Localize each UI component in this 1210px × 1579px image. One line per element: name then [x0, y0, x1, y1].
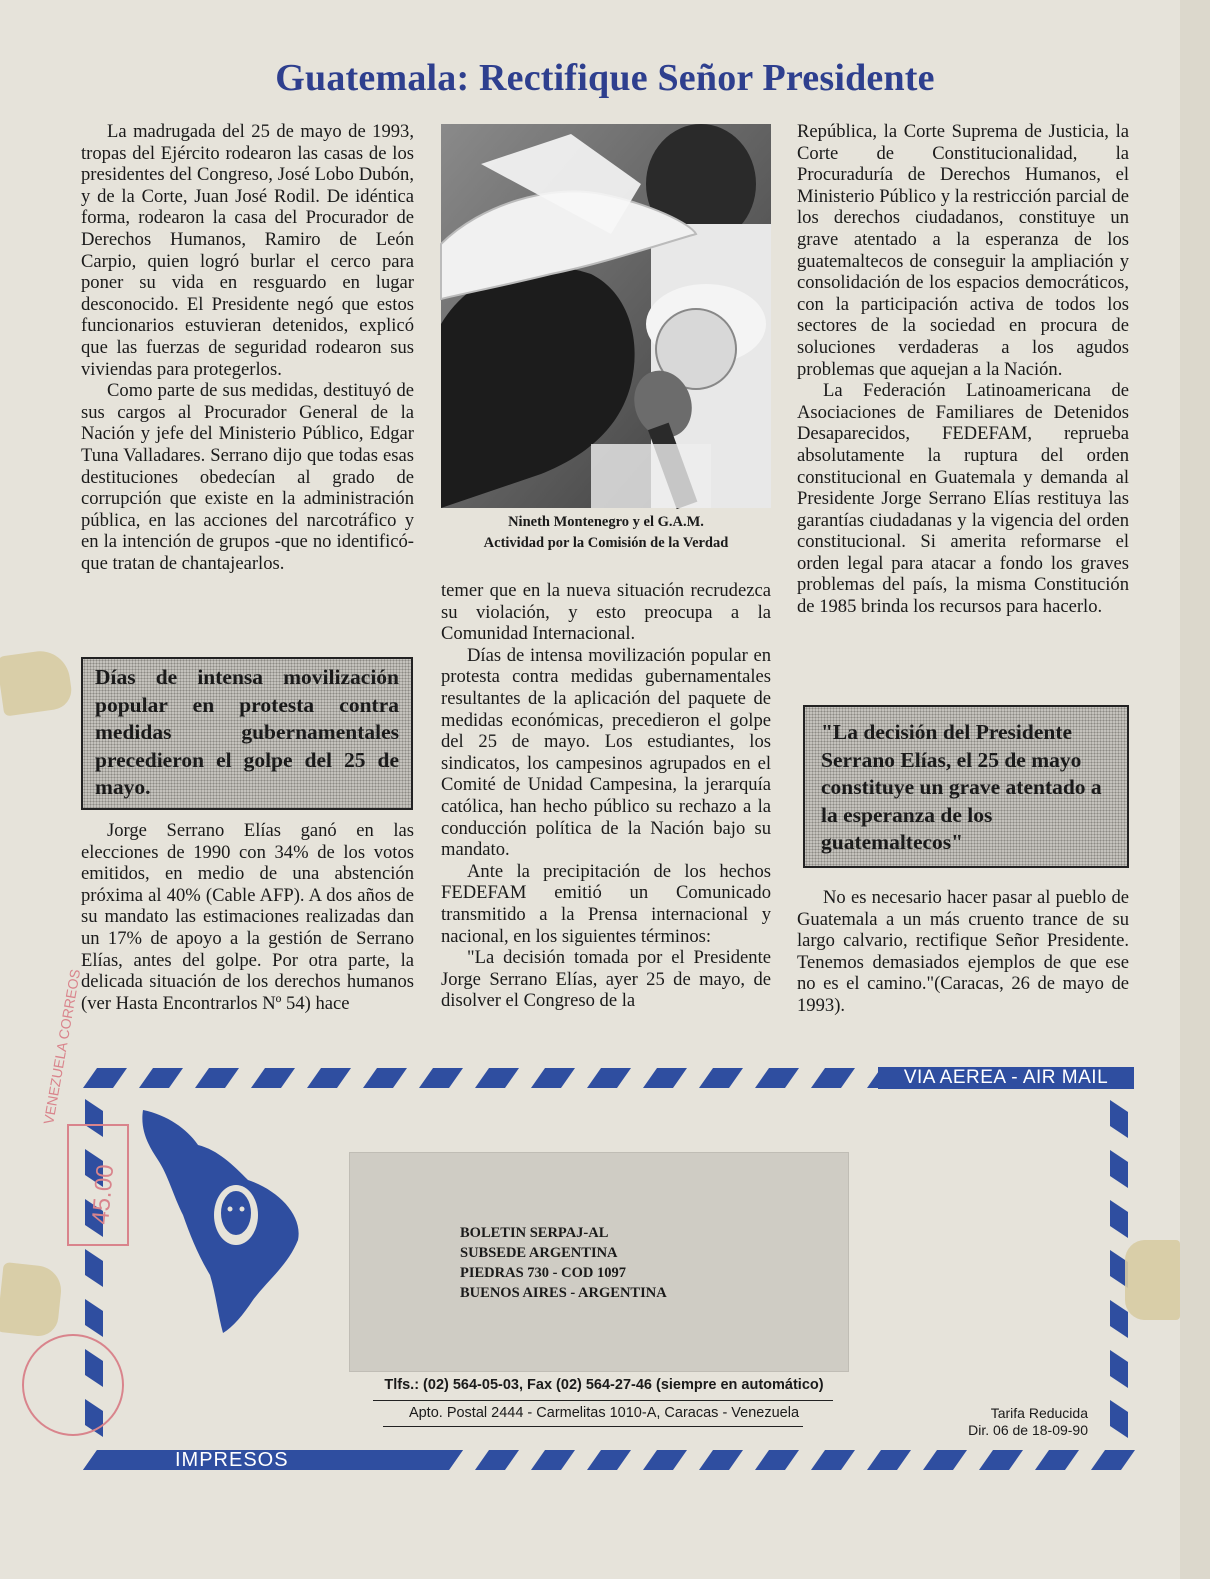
paragraph: Jorge Serrano Elías ganó en las elecciones de 1990 con 34% de los votos emitidos, en medio de una abstención próxima al 40% (Cable AFP). A dos años de su mandato las estimaciones realizadas dan un 17% de apoyo a la gestión de Serrano Elías, antes del golpe. Por otra parte, la delicada situación de los derechos humanos (ver Hasta Encontrarlos Nº 54) hace	[81, 820, 414, 1014]
address-line: PIEDRAS 730 - COD 1097	[460, 1265, 626, 1281]
address-window	[349, 1152, 849, 1372]
stripe	[587, 1068, 631, 1088]
stamp-value: 45.00	[87, 1163, 120, 1226]
stripe	[1110, 1400, 1128, 1438]
paragraph: Ante la precipitación de los hechos FEDEFAM emitió un Comunicado transmitido a la Prensa internacional y nacional, en los siguientes términos:	[441, 860, 771, 947]
recipient-address	[460, 1223, 667, 1303]
paragraph: No es necesario hacer pasar al pueblo de Guatemala a un más cruento trance de su largo calvario, rectifique Señor Presidente. Tenemos demasiados ejemplos de que ese no es el camino."(Caracas, 26 de mayo de 1993).	[797, 887, 1129, 1016]
paragraph: temer que en la nueva situación recrudezca su violación, y esto preocupa a la Comunidad Internacional.	[441, 580, 771, 645]
paragraph: República, la Corte Suprema de Justicia, la Corte de Constitucionalidad, la Procuraduría de Derechos Humanos, el Ministerio Público y la restricción parcial de los derechos ciudadanos, constituye un grave atentado a la esperanza de los guatemaltecos de conseguir la ampliación y consolidación de los espacios democráticos, con la participación activa de todos los sectores de la sociedad en procura de soluciones verdaderas a los agudos problemas que aquejan a la Nación.	[797, 121, 1129, 380]
rate-line: Tarifa Reducida	[990, 1405, 1088, 1421]
stripe	[1035, 1450, 1079, 1470]
impresos-label: IMPRESOS	[175, 1449, 289, 1471]
stripe	[699, 1068, 743, 1088]
paragraph: Como parte de sus medidas, destituyó de sus cargos al Procurador General de la Nación y jefe del Ministerio Público, Edgar Tuna Valladares. Serrano dijo que todas esas destituciones obedecían al grado de corrupción que existe en la administración pública, en las acciones del narcotráfico y en la intención de grupos -que no identificó- que tratan de chantajearlos.	[81, 380, 414, 574]
address-line: BOLETIN SERPAJ-AL	[460, 1225, 609, 1241]
pull-quote-decision: "La decisión del Presidente Serrano Elías, el 25 de mayo constituye un grave atentado a la esperanza de los guatemaltecos"	[803, 705, 1129, 868]
caption-line: Actividad por la Comisión de la Verdad	[483, 535, 729, 551]
stripe	[643, 1450, 687, 1470]
stripe	[643, 1068, 687, 1088]
stripe	[811, 1068, 855, 1088]
caption-line: Nineth Montenegro y el G.A.M.	[508, 514, 704, 530]
tape-mark	[0, 1262, 63, 1338]
paragraph: La Federación Latinoamericana de Asociaciones de Familiares de Detenidos Desaparecidos, FEDEFAM, reprueba absolutamente la ruptura del orden constitucional en Guatemala y demanda al Presidente Jorge Serrano Elías restituya las garantías ciudadanas y la vigencia del orden constitucional. Si amerita reformarse el orden legal para atacar a fondo los graves problemas del país, la misma Constitución de 1985 brinda los recursos para hacerlo.	[797, 380, 1129, 618]
stripe	[811, 1450, 855, 1470]
pull-quote-mobilization: Días de intensa movilización popular en protesta contra medidas gubernamentales precedieron el golpe del 25 de mayo.	[81, 657, 413, 810]
stripe	[979, 1450, 1023, 1470]
tape-mark	[1125, 1240, 1180, 1320]
column-1	[81, 121, 414, 574]
rate-info	[928, 1405, 1088, 1439]
column-3	[797, 121, 1129, 618]
stripe	[1110, 1150, 1128, 1188]
column-3-continued	[797, 887, 1129, 1017]
paragraph: "La decisión tomada por el Presidente Jorge Serrano Elías, ayer 25 de mayo, de disolver el Congreso de la	[441, 947, 771, 1012]
stripe	[923, 1450, 967, 1470]
stripe	[1110, 1100, 1128, 1138]
address-line: BUENOS AIRES - ARGENTINA	[460, 1285, 667, 1301]
stripe	[1110, 1350, 1128, 1388]
stripe	[419, 1068, 463, 1088]
news-photo	[441, 124, 771, 508]
stripe	[307, 1068, 351, 1088]
photo-illustration	[441, 124, 771, 508]
column-1-continued	[81, 820, 414, 1014]
airmail-label: VIA AEREA - AIR MAIL	[878, 1067, 1134, 1089]
stripe	[587, 1450, 631, 1470]
column-2	[441, 580, 771, 1012]
stripe	[251, 1068, 295, 1088]
stripe	[363, 1068, 407, 1088]
stripe	[867, 1450, 911, 1470]
stamp-text: VENEZUELA CORREOS	[40, 967, 84, 1126]
rate-line: Dir. 06 de 18-09-90	[968, 1422, 1088, 1438]
address-line: SUBSEDE ARGENTINA	[460, 1245, 618, 1261]
paragraph: Días de intensa movilización popular en protesta contra medidas gubernamentales resultantes de la aplicación del paquete de medidas económicas, precedieron el golpe del 25 de mayo. Los estudiantes, los sindicatos, los campesinos agrupados en el Comité de Unidad Campesina, la jerarquía católica, han hecho público su rechazo a la conducción política de la Nación bajo su mandato.	[441, 644, 771, 861]
stripe	[699, 1450, 743, 1470]
stripe	[475, 1450, 519, 1470]
airmail-stripe-top	[83, 1065, 873, 1091]
article-title: Guatemala: Rectifique Señor Presidente	[275, 57, 935, 99]
stripe	[1091, 1450, 1135, 1470]
stripe	[755, 1450, 799, 1470]
phone-fax-line: Tlfs.: (02) 564-05-03, Fax (02) 564-27-46 (siempre en automático)	[384, 1377, 824, 1393]
postal-address-line: Apto. Postal 2444 - Carmelitas 1010-A, Caracas - Venezuela	[408, 1405, 800, 1421]
stripe	[139, 1068, 183, 1088]
stripe	[531, 1450, 575, 1470]
divider	[383, 1426, 803, 1427]
tape-mark	[0, 647, 74, 716]
photo-caption	[441, 512, 771, 554]
stripe	[531, 1068, 575, 1088]
paragraph: La madrugada del 25 de mayo de 1993, tropas del Ejército rodearon las casas de los presidentes del Congreso, José Lobo Dubón, y de la Corte, Juan José Rodil. De idéntica forma, rodearon la casa del Procurador de Derechos Humanos, Ramiro de León Carpio, quien logró burlar el cerco para poner su vida en resguardo en lugar desconocido. El Presidente negó que estos funcionarios estuvieran detenidos, explicó que las fuerzas de seguridad rodearon sus viviendas para protegerlos.	[81, 121, 414, 380]
stripe	[195, 1068, 239, 1088]
latin-america-map-icon	[138, 1105, 308, 1335]
stripe	[1110, 1200, 1128, 1238]
divider	[373, 1400, 833, 1401]
stripe	[755, 1068, 799, 1088]
stripe	[475, 1068, 519, 1088]
